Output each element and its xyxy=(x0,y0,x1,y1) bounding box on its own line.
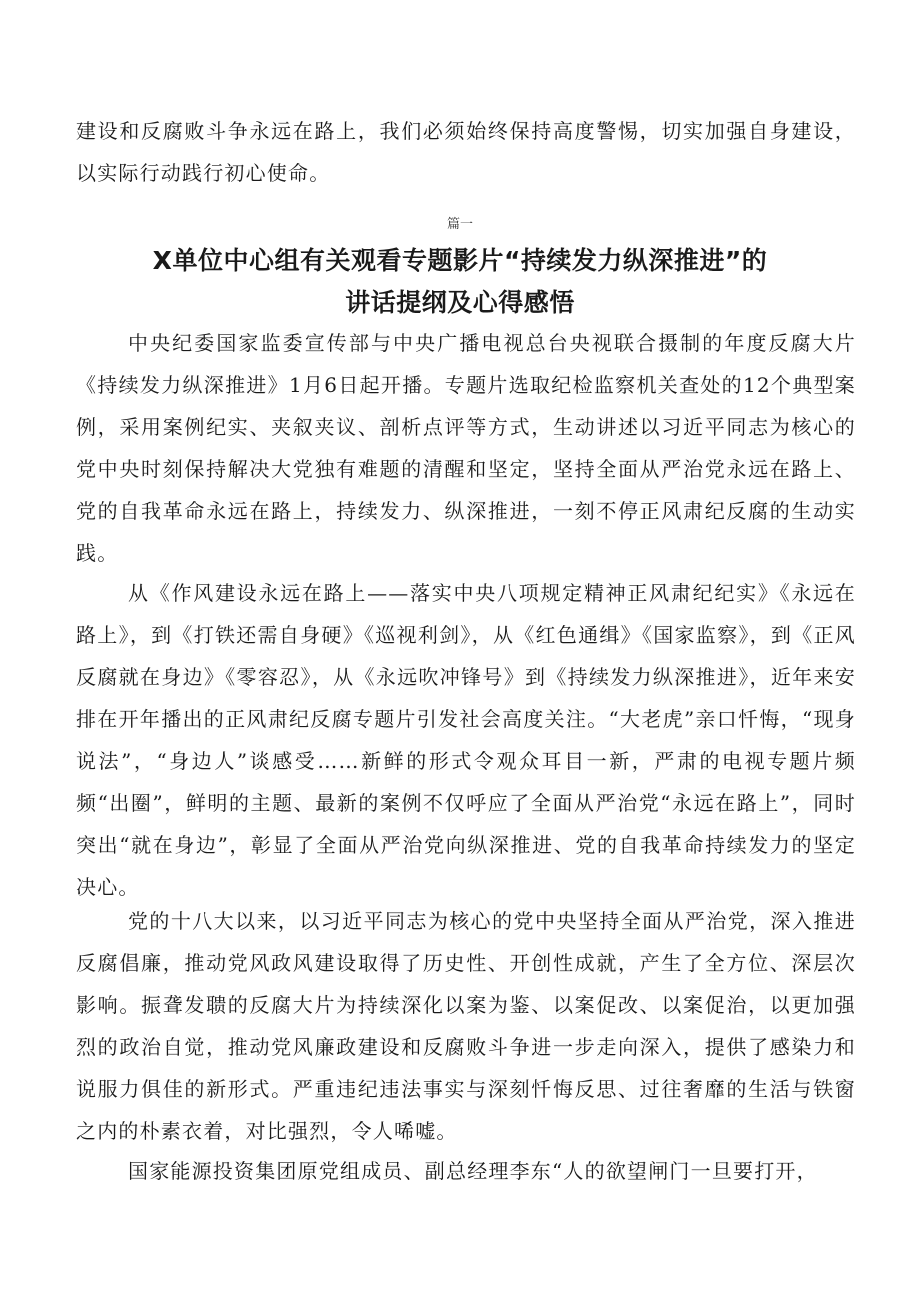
title-line-2: 讲话提纲及心得感悟 xyxy=(345,288,575,317)
title-line-1: X单位中心组有关观看专题影片“持续发力纵深推进”的 xyxy=(152,246,768,275)
section-label: 篇一 xyxy=(446,217,473,232)
body-paragraph-2: 从《作风建设永远在路上——落实中央八项规定精神正风肃纪纪实》《永远在路上》，到《打铁还需自身硬》《巡视利剑》，从《红色通缉》《国家监察》，到《正风反腐就在身边》《零容忍》，从《永远吹冲锋号》到《持续发力纵深推进》，近年来安排在开年播出的正风肃纪反腐专题片引发社会高度关注。“大老虎”亲口忏悔，“现身说法”，“身边人”谈感受……新鲜的形式令观众耳目一新，严肃的电视专题片频频“出圈”，鲜明的主题、最新的案例不仅呼应了全面从严治党“永远在路上”，同时突出“就在身边”，彰显了全面从严治党向纵深推进、党的自我革命持续发力的坚定决心。 xyxy=(76,581,856,899)
intro-paragraph: 建设和反腐败斗争永远在路上，我们必须始终保持高度警惕，切实加强自身建设，以实际行动践行初心使命。 xyxy=(76,119,856,185)
body-paragraph-1: 中央纪委国家监委宣传部与中央广播电视总台央视联合摄制的年度反腐大片《持续发力纵深推进》1月6日起开播。专题片选取纪检监察机关查处的12个典型案例，采用案例纪实、夹叙夹议、剖析点评等方式，生动讲述以习近平同志为核心的党中央时刻保持解决大党独有难题的清醒和坚定，坚持全面从严治党永远在路上、党的自我革命永远在路上，持续发力、纵深推进，一刻不停正风肃纪反腐的生动实践。 xyxy=(76,331,856,565)
body-paragraph-4: 国家能源投资集团原党组成员、副总经理李东“人的欲望闸门一旦要打开， xyxy=(128,1159,818,1183)
body-paragraph-3: 党的十八大以来，以习近平同志为核心的党中央坚持全面从严治党，深入推进反腐倡廉，推动党风政风建设取得了历史性、开创性成就，产生了全方位、深层次影响。振聋发聩的反腐大片为持续深化以案为鉴、以案促改、以案促治，以更加强烈的政治自觉，推动党风廉政建设和反腐败斗争进一步走向深入，提供了感染力和说服力俱佳的新形式。严重违纪违法事实与深刻忏悔反思、过往奢靡的生活与铁窗之内的朴素衣着，对比强烈，令人唏嘘。 xyxy=(76,909,856,1143)
